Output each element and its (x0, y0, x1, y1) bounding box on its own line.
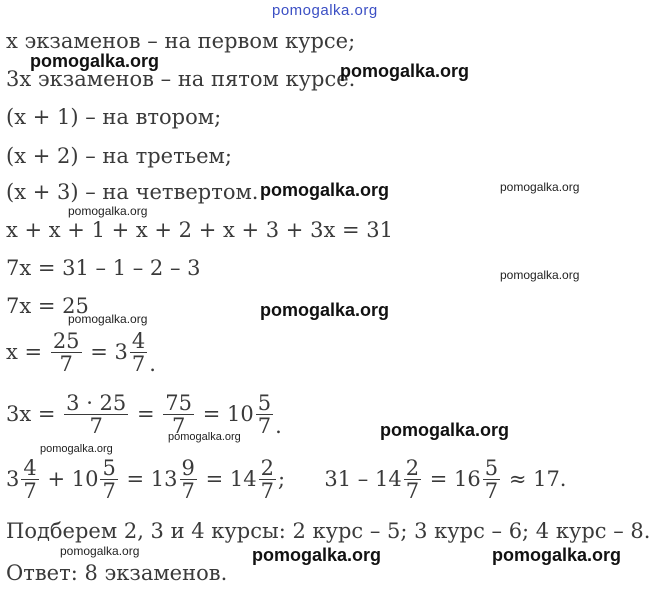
denominator: 7 (260, 479, 274, 504)
fraction (64, 392, 128, 437)
line-fifth-course: 3x экзаменов – на пятом курсе. (6, 67, 356, 91)
numerator: 4 (131, 329, 146, 353)
denominator: 7 (23, 479, 37, 504)
fraction (259, 457, 276, 502)
fraction (21, 457, 38, 502)
numerator: 2 (260, 456, 274, 480)
fraction (483, 457, 500, 502)
eq11-a-whole: 3 (6, 467, 20, 492)
denominator: 7 (102, 479, 116, 504)
eq11-eq2: = 14 (205, 467, 257, 492)
watermark: pomogalka.org (252, 545, 382, 565)
eq11-r-start: 31 – 14 (324, 467, 402, 492)
fraction (180, 457, 197, 502)
numerator: 5 (484, 456, 499, 480)
line-second-course: (x + 1) – на втором; (6, 105, 222, 129)
eq11-plus: + 10 (47, 467, 99, 492)
watermark: pomogalka.org (40, 443, 113, 455)
denominator: 7 (405, 479, 420, 504)
numerator: 9 (181, 456, 195, 480)
denominator: 7 (257, 414, 272, 439)
watermark: pomogalka.org (168, 431, 241, 443)
denominator: 7 (171, 414, 186, 439)
fraction (100, 457, 117, 502)
eq10-lhs: 3x = (6, 402, 56, 427)
equation-sum: x + x + 1 + x + 2 + x + 3 + 3x = 31 (6, 218, 393, 242)
watermark: pomogalka.org (260, 180, 390, 200)
eq9-lhs: x = (6, 340, 43, 365)
numerator: 2 (405, 456, 420, 480)
line-third-course: (x + 2) – на третьем; (6, 144, 232, 168)
watermark: pomogalka.org (500, 268, 580, 282)
equation-x (6, 330, 156, 375)
watermark: pomogalka.org (492, 545, 622, 565)
numerator: 3 · 25 (66, 391, 127, 415)
watermark: pomogalka.org (68, 312, 148, 326)
numerator: 5 (102, 456, 116, 480)
watermark: pomogalka.org (500, 180, 580, 194)
watermark: pomogalka.org (60, 544, 140, 558)
watermark: pomogalka.org (340, 61, 470, 81)
line-first-course: x экзаменов – на первом курсе; (6, 29, 356, 53)
denominator: 7 (484, 479, 499, 504)
fraction (404, 457, 421, 502)
numerator: 25 (52, 329, 80, 353)
eq11-eq1: = 13 (126, 467, 178, 492)
watermark: pomogalka.org (380, 420, 510, 440)
numerator: 5 (257, 391, 272, 415)
line-fourth-course: (x + 3) – на четвертом. (6, 180, 259, 204)
eq9-end: . (149, 352, 156, 377)
watermark: pomogalka.org (30, 51, 160, 71)
numerator: 75 (165, 391, 192, 415)
equation-7x-25: 7x = 25 (6, 294, 89, 318)
eq10-end: . (275, 414, 282, 439)
watermark: pomogalka.org (68, 204, 148, 218)
eq11-r-eq: = 16 (429, 467, 481, 492)
line-select-courses: Подберем 2, 3 и 4 курсы: 2 курс – 5; 3 курс – 6; 4 курс – 8. (6, 519, 651, 543)
numerator: 4 (23, 456, 37, 480)
denominator: 7 (89, 414, 103, 439)
fraction (130, 330, 147, 375)
eq10-eq2: = 10 (202, 402, 254, 427)
eq10-eq1: = (136, 402, 155, 427)
watermark-top: pomogalka.org (272, 2, 378, 19)
equation-sum-fractions (6, 457, 566, 502)
denominator: 7 (131, 352, 146, 377)
eq11-semi: ; (277, 467, 286, 492)
fraction (51, 330, 82, 375)
fraction (256, 392, 273, 437)
eq11-r-end: ≈ 17. (508, 467, 567, 492)
line-answer: Ответ: 8 экзаменов. (6, 561, 228, 585)
denominator: 7 (181, 479, 195, 504)
denominator: 7 (59, 352, 73, 377)
eq9-eq: = 3 (90, 340, 128, 365)
equation-7x: 7x = 31 – 1 – 2 – 3 (6, 256, 201, 280)
watermark: pomogalka.org (260, 300, 390, 320)
